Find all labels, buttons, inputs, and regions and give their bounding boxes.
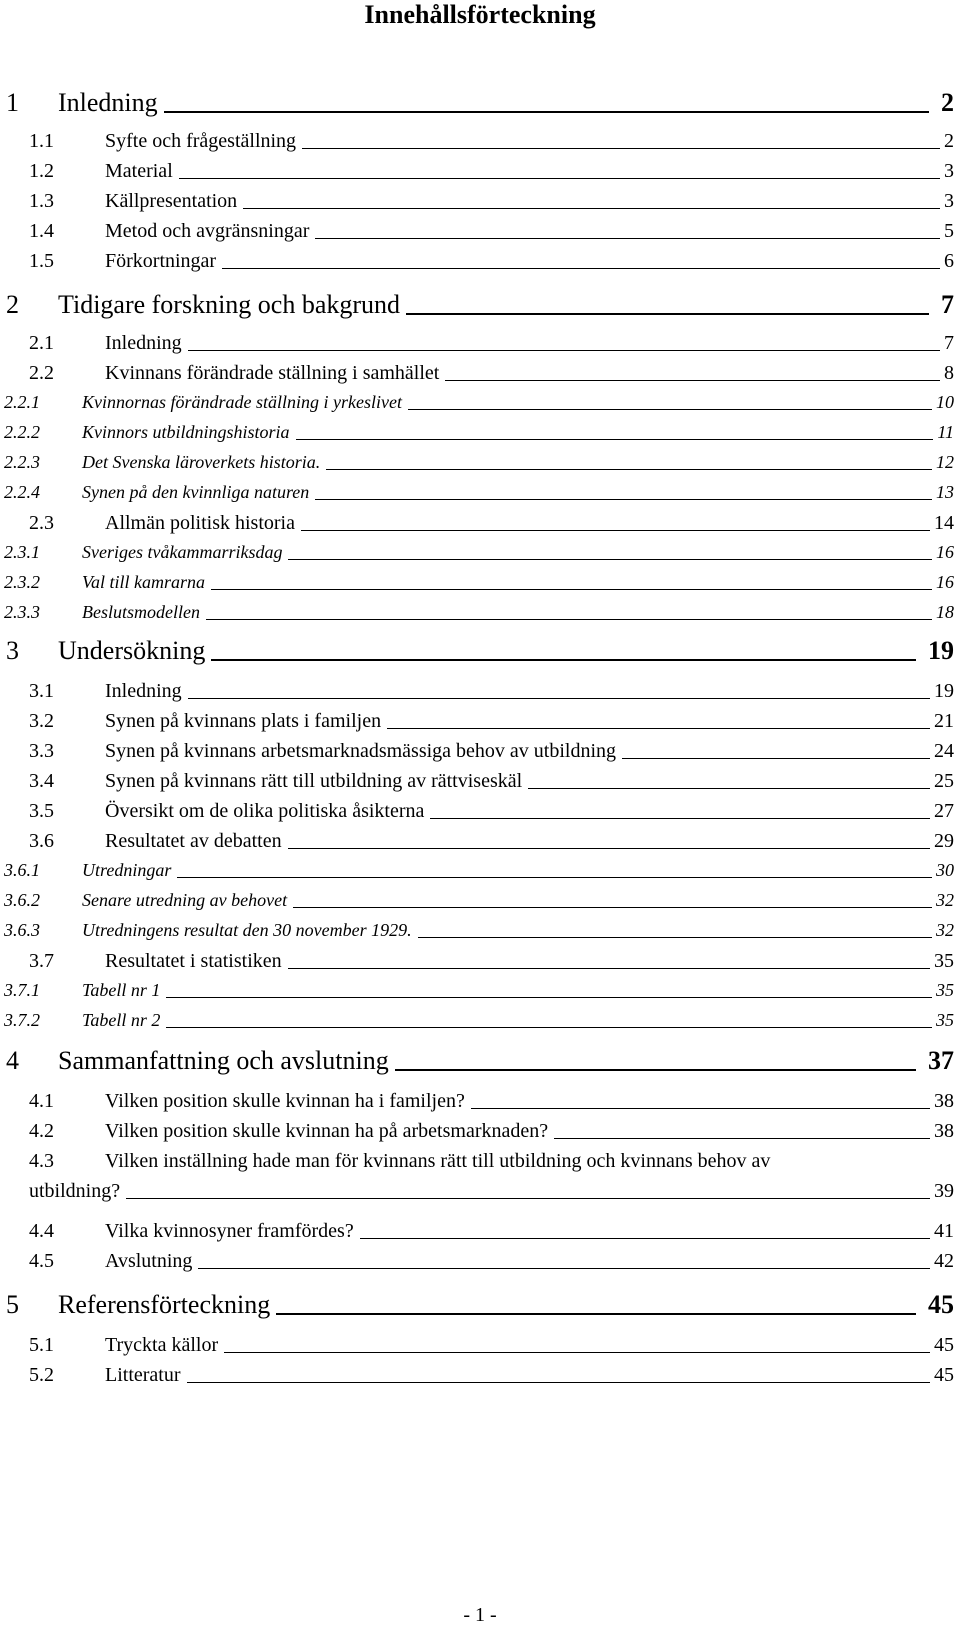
toc-entry-number: 4.2 bbox=[29, 1120, 54, 1142]
toc-entry-title: Översikt om de olika politiska åsikterna bbox=[105, 800, 425, 822]
toc-entry-page: 19 bbox=[928, 636, 954, 665]
toc-entry[interactable] bbox=[0, 770, 960, 793]
toc-leader-line bbox=[222, 268, 940, 269]
toc-entry-number: 3.6.2 bbox=[4, 890, 40, 910]
toc-entry-number: 4 bbox=[6, 1046, 19, 1075]
toc-entry-page: 38 bbox=[934, 1120, 954, 1142]
toc-entry-page: 7 bbox=[944, 332, 954, 354]
toc-entry[interactable] bbox=[0, 1220, 960, 1243]
toc-leader-line bbox=[406, 313, 929, 315]
toc-entry-title: Kvinnans förändrade ställning i samhället bbox=[105, 362, 440, 384]
toc-entry[interactable] bbox=[0, 636, 960, 666]
toc-entry-title: Källpresentation bbox=[105, 190, 238, 212]
toc-entry-title: Synen på den kvinnliga naturen bbox=[82, 482, 310, 502]
toc-entry[interactable] bbox=[0, 1290, 960, 1320]
toc-leader-line bbox=[198, 1268, 930, 1269]
toc-entry-page: 19 bbox=[934, 680, 954, 702]
toc-leader-line bbox=[187, 1382, 930, 1383]
toc-entry[interactable] bbox=[0, 1120, 960, 1143]
page-title: Innehållsförteckning bbox=[364, 0, 596, 29]
toc-entry-number: 1.1 bbox=[29, 130, 54, 152]
toc-entry-page: 6 bbox=[944, 250, 954, 272]
toc-entry-page: 7 bbox=[941, 290, 954, 319]
toc-leader-line bbox=[408, 409, 932, 410]
toc-entry-title: Litteratur bbox=[105, 1364, 181, 1386]
toc-entry-number: 3.6.1 bbox=[4, 860, 40, 880]
toc-entry-title: Synen på kvinnans arbetsmarknadsmässiga behov av utbildning bbox=[105, 740, 617, 762]
toc-entry-page: 10 bbox=[936, 392, 954, 412]
toc-entry-title: Utredningar bbox=[82, 860, 172, 880]
toc-entry[interactable] bbox=[0, 542, 960, 563]
toc-entry[interactable] bbox=[0, 740, 960, 763]
toc-entry[interactable] bbox=[0, 980, 960, 1001]
toc-leader-line bbox=[206, 619, 932, 620]
toc-leader-line bbox=[177, 877, 932, 878]
toc-entry-page: 35 bbox=[936, 1010, 954, 1030]
toc-entry[interactable] bbox=[0, 190, 960, 213]
toc-entry-page: 32 bbox=[936, 920, 954, 940]
toc-leader-line bbox=[622, 758, 930, 759]
toc-leader-line bbox=[471, 1108, 930, 1109]
toc-entry-number: 3.6.3 bbox=[4, 920, 40, 940]
toc-entry[interactable] bbox=[0, 710, 960, 733]
toc-entry-title: Vilken inställning hade man för kvinnans rätt till utbildning och kvinnans behov av bbox=[105, 1150, 771, 1172]
toc-entry-page: 41 bbox=[934, 1220, 954, 1242]
toc-entry-title: Metod och avgränsningar bbox=[105, 220, 310, 242]
toc-entry-page: 38 bbox=[934, 1090, 954, 1112]
toc-entry[interactable] bbox=[0, 680, 960, 703]
toc-entry-number: 2.2 bbox=[29, 362, 54, 384]
toc-leader-line bbox=[166, 1027, 932, 1028]
toc-entry-number: 3.4 bbox=[29, 770, 54, 792]
toc-entry-number: 4.3 bbox=[29, 1150, 54, 1172]
toc-leader-line bbox=[554, 1138, 930, 1139]
toc-entry[interactable] bbox=[0, 392, 960, 413]
toc-entry-title: Inledning bbox=[58, 88, 158, 117]
toc-entry-number: 2.3 bbox=[29, 512, 54, 534]
toc-entry-title: Tryckta källor bbox=[105, 1334, 219, 1356]
toc-entry-page: 35 bbox=[934, 950, 954, 972]
toc-leader-line bbox=[188, 698, 930, 699]
toc-leader-line bbox=[302, 148, 940, 149]
toc-entry[interactable] bbox=[0, 1090, 960, 1113]
toc-leader-line bbox=[179, 178, 940, 179]
toc-entry-title: Syfte och frågeställning bbox=[105, 130, 297, 152]
toc-entry[interactable] bbox=[0, 602, 960, 623]
toc-entry-page: 16 bbox=[936, 542, 954, 562]
toc-entry-title: Allmän politisk historia bbox=[105, 512, 295, 534]
toc-entry-title: Beslutsmodellen bbox=[82, 602, 200, 622]
toc-entry-number: 2.2.4 bbox=[4, 482, 40, 502]
toc-entry-number: 3 bbox=[6, 636, 19, 665]
toc-entry-page: 11 bbox=[937, 422, 954, 442]
toc-entry-number: 3.7.2 bbox=[4, 1010, 40, 1030]
toc-entry-title: Sammanfattning och avslutning bbox=[58, 1046, 389, 1075]
toc-entry-number: 1.3 bbox=[29, 190, 54, 212]
toc-entry[interactable] bbox=[0, 482, 960, 503]
toc-entry[interactable] bbox=[0, 1250, 960, 1273]
toc-entry[interactable] bbox=[0, 160, 960, 183]
toc-entry-title: Undersökning bbox=[58, 636, 206, 665]
toc-entry-number: 2.3.2 bbox=[4, 572, 40, 592]
toc-entry[interactable] bbox=[0, 130, 960, 153]
toc-entry[interactable] bbox=[0, 362, 960, 385]
toc-leader-line bbox=[188, 350, 940, 351]
toc-entry-page: 14 bbox=[934, 512, 954, 534]
toc-entry-title: Kvinnornas förändrade ställning i yrkeslivet bbox=[82, 392, 402, 412]
toc-entry-title: Utredningens resultat den 30 november 1929. bbox=[82, 920, 412, 940]
toc-leader-line bbox=[528, 788, 930, 789]
toc-entry-number: 5 bbox=[6, 1290, 19, 1319]
toc-entry-page: 3 bbox=[944, 160, 954, 182]
toc-entry-number: 3.3 bbox=[29, 740, 54, 762]
toc-entry[interactable] bbox=[0, 830, 960, 853]
toc-entry-title: Resultatet av debatten bbox=[105, 830, 282, 852]
toc-entry-number: 4.1 bbox=[29, 1090, 54, 1112]
toc-entry-number: 4.5 bbox=[29, 1250, 54, 1272]
toc-entry-number: 3.7 bbox=[29, 950, 54, 972]
toc-entry-number: 4.4 bbox=[29, 1220, 54, 1242]
toc-entry-page: 13 bbox=[936, 482, 954, 502]
toc-entry[interactable] bbox=[0, 332, 960, 355]
toc-entry-page: 5 bbox=[944, 220, 954, 242]
toc-entry-title: Val till kamrarna bbox=[82, 572, 206, 592]
toc-entry-page: 37 bbox=[928, 1046, 954, 1075]
toc-entry-number: 2.3.1 bbox=[4, 542, 40, 562]
toc-entry[interactable] bbox=[0, 422, 960, 443]
toc-entry-number: 3.5 bbox=[29, 800, 54, 822]
toc-leader-line bbox=[288, 848, 930, 849]
toc-entry-page: 2 bbox=[941, 88, 954, 117]
toc-entry[interactable] bbox=[0, 572, 960, 593]
toc-leader-line bbox=[360, 1238, 930, 1239]
toc-leader-line bbox=[445, 380, 940, 381]
toc-entry-page: 27 bbox=[934, 800, 954, 822]
toc-entry-number: 2.3.3 bbox=[4, 602, 40, 622]
toc-leader-line bbox=[243, 208, 940, 209]
toc-entry-page: 32 bbox=[936, 890, 954, 910]
toc-leader-line bbox=[164, 111, 929, 113]
toc-entry-title: Vilken position skulle kvinnan ha i familjen? bbox=[105, 1090, 465, 1112]
toc-entry-number: 2.2.3 bbox=[4, 452, 40, 472]
toc-leader-line bbox=[395, 1069, 916, 1071]
toc-leader-line bbox=[296, 439, 934, 440]
toc-entry-title: Synen på kvinnans plats i familjen bbox=[105, 710, 382, 732]
toc-entry-page: 3 bbox=[944, 190, 954, 212]
toc-entry-title: Kvinnors utbildningshistoria bbox=[82, 422, 290, 442]
toc-entry-number: 1.2 bbox=[29, 160, 54, 182]
toc-entry[interactable] bbox=[0, 290, 960, 320]
toc-entry-page: 45 bbox=[934, 1364, 954, 1386]
toc-entry[interactable] bbox=[0, 1046, 960, 1076]
toc-entry-title: Vilka kvinnosyner framfördes? bbox=[105, 1220, 354, 1242]
toc-entry-number: 1.5 bbox=[29, 250, 54, 272]
toc-entry-title: Inledning bbox=[105, 680, 182, 702]
toc-entry-page: 21 bbox=[934, 710, 954, 732]
toc-entry[interactable] bbox=[0, 1150, 960, 1173]
toc-leader-line bbox=[276, 1313, 916, 1315]
toc-entry[interactable] bbox=[0, 250, 960, 273]
toc-entry[interactable] bbox=[0, 860, 960, 881]
toc-entry-page: 16 bbox=[936, 572, 954, 592]
page-number: - 1 - bbox=[463, 1604, 497, 1626]
toc-entry[interactable] bbox=[0, 88, 960, 118]
toc-entry[interactable] bbox=[0, 920, 960, 941]
toc-entry-page: 12 bbox=[936, 452, 954, 472]
toc-leader-line bbox=[166, 997, 932, 998]
toc-entry-page: 2 bbox=[944, 130, 954, 152]
toc-entry-page: 24 bbox=[934, 740, 954, 762]
toc-leader-line bbox=[326, 469, 932, 470]
toc-leader-line bbox=[288, 968, 930, 969]
toc-leader-line bbox=[315, 499, 932, 500]
toc-entry-title: Tidigare forskning och bakgrund bbox=[58, 290, 401, 319]
toc-entry-continuation[interactable] bbox=[0, 1180, 960, 1203]
toc-entry[interactable] bbox=[0, 890, 960, 911]
toc-entry-page: 29 bbox=[934, 830, 954, 852]
toc-entry[interactable] bbox=[0, 1334, 960, 1357]
toc-entry-page: 39 bbox=[934, 1180, 954, 1202]
toc-entry[interactable] bbox=[0, 950, 960, 973]
toc-entry-title: Vilken position skulle kvinnan ha på arbetsmarknaden? bbox=[105, 1120, 549, 1142]
toc-entry-title: Tabell nr 1 bbox=[82, 980, 161, 1000]
toc-leader-line bbox=[211, 659, 916, 661]
toc-entry-number: 3.1 bbox=[29, 680, 54, 702]
toc-entry-number: 5.2 bbox=[29, 1364, 54, 1386]
toc-entry[interactable] bbox=[0, 800, 960, 823]
toc-entry-number: 2.1 bbox=[29, 332, 54, 354]
toc-entry[interactable] bbox=[0, 452, 960, 473]
toc-entry-page: 8 bbox=[944, 362, 954, 384]
toc-entry-title: Material bbox=[105, 160, 173, 182]
toc-leader-line bbox=[293, 907, 932, 908]
toc-leader-line bbox=[418, 937, 932, 938]
toc-entry-title: Synen på kvinnans rätt till utbildning av rättviseskäl bbox=[105, 770, 523, 792]
toc-entry-page: 45 bbox=[934, 1334, 954, 1356]
toc-entry-number: 1.4 bbox=[29, 220, 54, 242]
toc-leader-line bbox=[211, 589, 932, 590]
toc-entry-title: Senare utredning av behovet bbox=[82, 890, 288, 910]
toc-entry-number: 3.2 bbox=[29, 710, 54, 732]
toc-entry-number: 3.7.1 bbox=[4, 980, 40, 1000]
toc-entry-title: Tabell nr 2 bbox=[82, 1010, 161, 1030]
toc-leader-line bbox=[387, 728, 930, 729]
toc-entry[interactable] bbox=[0, 220, 960, 243]
toc-leader-line bbox=[126, 1198, 930, 1199]
toc-entry[interactable] bbox=[0, 512, 960, 535]
toc-entry-page: 35 bbox=[936, 980, 954, 1000]
toc-entry-title-continuation: utbildning? bbox=[29, 1180, 121, 1202]
toc-entry-title: Referensförteckning bbox=[58, 1290, 271, 1319]
toc-entry[interactable] bbox=[0, 1364, 960, 1387]
toc-entry-title: Sveriges tvåkammarriksdag bbox=[82, 542, 283, 562]
toc-entry-number: 2.2.1 bbox=[4, 392, 40, 412]
toc-entry-number: 1 bbox=[6, 88, 19, 117]
toc-entry-number: 3.6 bbox=[29, 830, 54, 852]
toc-entry-title: Förkortningar bbox=[105, 250, 217, 272]
toc-entry-number: 5.1 bbox=[29, 1334, 54, 1356]
toc-entry-number: 2.2.2 bbox=[4, 422, 40, 442]
toc-leader-line bbox=[301, 530, 930, 531]
toc-entry-page: 25 bbox=[934, 770, 954, 792]
toc-entry-title: Avslutning bbox=[105, 1250, 193, 1272]
toc-entry-title: Resultatet i statistiken bbox=[105, 950, 282, 972]
toc-leader-line bbox=[315, 238, 940, 239]
toc-leader-line bbox=[224, 1352, 930, 1353]
toc-entry-page: 42 bbox=[934, 1250, 954, 1272]
toc-entry-title: Det Svenska läroverkets historia. bbox=[82, 452, 321, 472]
toc-entry-page: 30 bbox=[936, 860, 954, 880]
toc-entry-number: 2 bbox=[6, 290, 19, 319]
toc-leader-line bbox=[430, 818, 930, 819]
toc-entry[interactable] bbox=[0, 1010, 960, 1031]
toc-entry-title: Inledning bbox=[105, 332, 182, 354]
toc-entry-page: 18 bbox=[936, 602, 954, 622]
toc-leader-line bbox=[288, 559, 932, 560]
toc-entry-page: 45 bbox=[928, 1290, 954, 1319]
